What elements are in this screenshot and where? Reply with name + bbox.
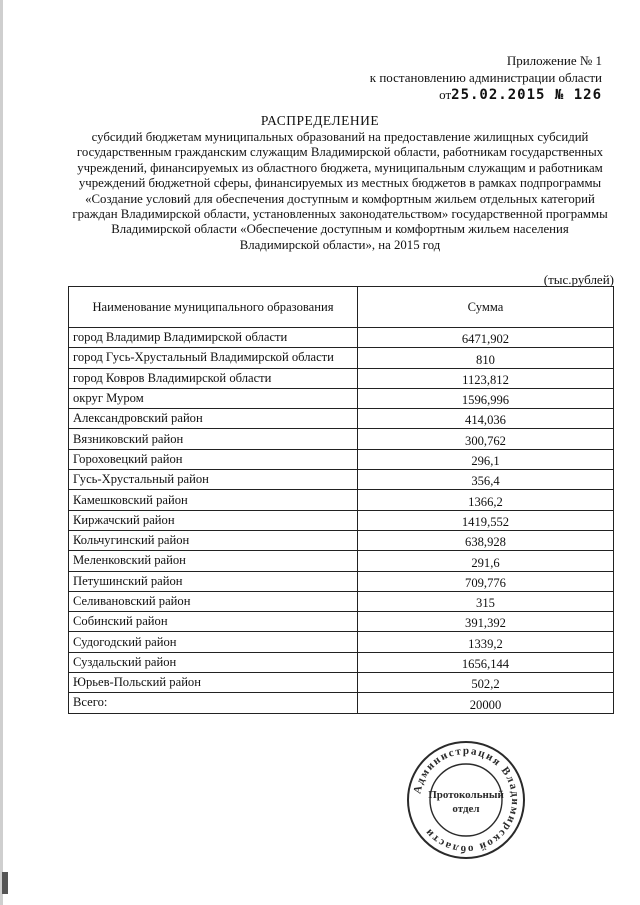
row-municipality-name: Гусь-Хрустальный район: [69, 470, 358, 490]
row-sum-value: 296,1: [358, 449, 614, 469]
row-sum-value: 502,2: [358, 673, 614, 693]
row-sum-value: 414,036: [358, 409, 614, 429]
row-municipality-name: Собинский район: [69, 612, 358, 632]
table-row: [69, 348, 614, 368]
document-title: РАСПРЕДЕЛЕНИЕ: [260, 113, 380, 128]
row-municipality-name: Кольчугинский район: [69, 530, 358, 550]
row-sum-value: 1366,2: [358, 490, 614, 510]
row-municipality-name: Петушинский район: [69, 571, 358, 591]
table-total-row: [69, 693, 614, 713]
row-sum-value: 709,776: [358, 571, 614, 591]
table-row: [69, 652, 614, 672]
table-header-row: [69, 287, 614, 328]
total-label: Всего:: [69, 693, 358, 713]
table-row: [69, 530, 614, 550]
table-row: [69, 388, 614, 408]
row-municipality-name: Селивановский район: [69, 591, 358, 611]
table-row: [69, 429, 614, 449]
total-sum: 20000: [358, 693, 614, 713]
units-label: (тыс.рублей): [543, 272, 614, 287]
row-sum-value: 356,4: [358, 470, 614, 490]
table-row: [69, 490, 614, 510]
distribution-table: [68, 286, 614, 714]
appendix-reference: к постановлению администрации области: [369, 70, 602, 85]
row-municipality-name: Киржачский район: [69, 510, 358, 530]
appendix-date-line: [370, 86, 602, 104]
document-subtitle: субсидий бюджетам муниципальных образований на предоставление жилищных субсидий государственным гражданским служащим Владимирской области, работникам государственных учреждений, финансируемых из областного бюджета, муниципальным служащим и работникам учреждений бюджетной сферы, финансируемых из местных бюджетов в рамках подпрограммы «Создание условий для обеспечения доступным и комфортным жильем отдельных категорий граждан Владимирской области, установленных законодательством» государственной программы Владимирской области «Обеспечение доступным и комфортным жильем населения Владимирской области», на 2015 год: [72, 130, 608, 252]
row-municipality-name: Александровский район: [69, 409, 358, 429]
appendix-block: [370, 52, 602, 104]
row-sum-value: 810: [358, 348, 614, 368]
row-municipality-name: Суздальский район: [69, 652, 358, 672]
seal-center-line2: отдел: [452, 803, 480, 815]
scan-edge: [0, 0, 3, 905]
table-row: [69, 328, 614, 348]
table-row: [69, 591, 614, 611]
row-municipality-name: Юрьев-Польский район: [69, 673, 358, 693]
table-row: [69, 449, 614, 469]
seal-center-line1: Протокольный: [428, 789, 504, 801]
row-municipality-name: город Гусь-Хрустальный Владимирской области: [69, 348, 358, 368]
seal-ring-text: Администрация Владимирской области: [411, 744, 522, 856]
row-municipality-name: округ Муром: [69, 388, 358, 408]
row-municipality-name: Гороховецкий район: [69, 449, 358, 469]
column-header-name: Наименование муниципального образования: [69, 287, 358, 328]
row-sum-value: 315: [358, 591, 614, 611]
table-row: [69, 510, 614, 530]
seal-graphic: [404, 738, 528, 862]
appendix-number: Приложение № 1: [506, 53, 602, 68]
table-row: [69, 632, 614, 652]
row-municipality-name: город Ковров Владимирской области: [69, 368, 358, 388]
table-row: [69, 612, 614, 632]
table-row: [69, 470, 614, 490]
scan-mark: [2, 872, 8, 894]
official-seal: [404, 738, 528, 862]
table-row: [69, 571, 614, 591]
row-municipality-name: Меленковский район: [69, 551, 358, 571]
row-municipality-name: город Владимир Владимирской области: [69, 328, 358, 348]
row-sum-value: 1123,812: [358, 368, 614, 388]
row-sum-value: 1419,552: [358, 510, 614, 530]
row-sum-value: 1339,2: [358, 632, 614, 652]
table-body: [69, 328, 614, 714]
row-sum-value: 1656,144: [358, 652, 614, 672]
row-sum-value: 638,928: [358, 530, 614, 550]
column-header-sum: Сумма: [358, 287, 614, 328]
row-sum-value: 291,6: [358, 551, 614, 571]
row-municipality-name: Камешковский район: [69, 490, 358, 510]
row-sum-value: 391,392: [358, 612, 614, 632]
appendix-date-stamp: 25.02.2015 № 126: [451, 87, 602, 103]
table-row: [69, 409, 614, 429]
table-row: [69, 673, 614, 693]
table-row: [69, 551, 614, 571]
row-sum-value: 300,762: [358, 429, 614, 449]
appendix-prefix: от: [439, 87, 452, 102]
row-sum-value: 6471,902: [358, 328, 614, 348]
row-municipality-name: Судогодский район: [69, 632, 358, 652]
row-sum-value: 1596,996: [358, 388, 614, 408]
row-municipality-name: Вязниковский район: [69, 429, 358, 449]
table-row: [69, 368, 614, 388]
